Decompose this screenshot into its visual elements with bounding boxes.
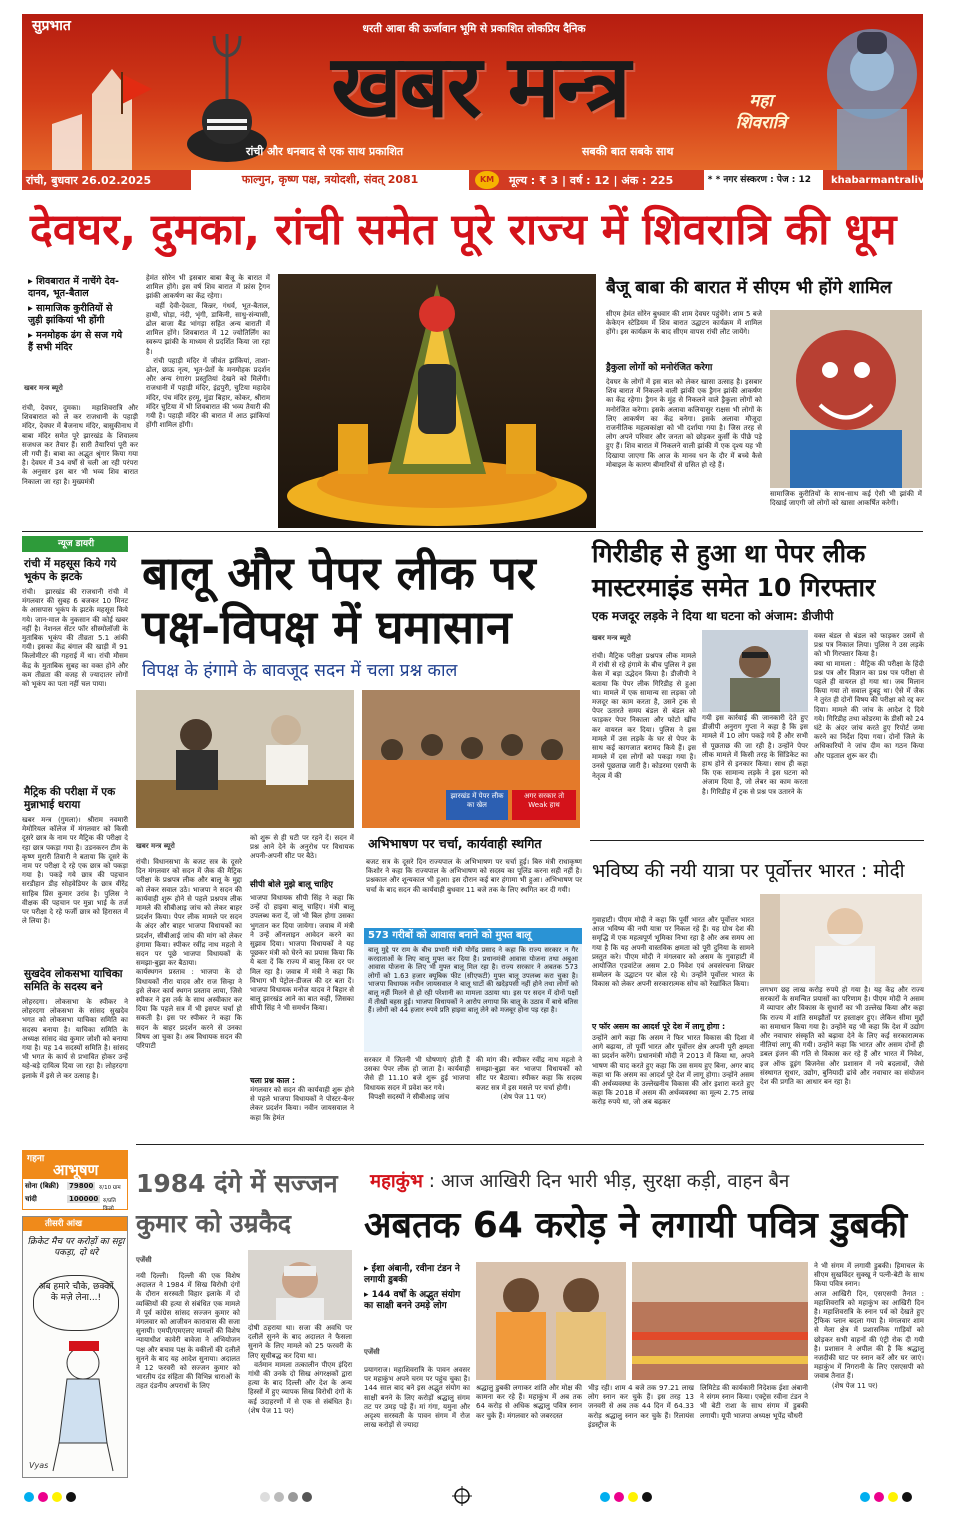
lead-bullet: ▸ शिवबारात में नाचेंगे देव-दानव, भूत-बैताल xyxy=(28,276,119,299)
modi-photo xyxy=(760,894,922,984)
giridih-headline-1: गिरीडीह से हुआ था पेपर लीक xyxy=(592,539,866,568)
masthead xyxy=(22,14,923,170)
protest-banner-2: अगर सरकार तो Weak हाथ xyxy=(512,790,576,820)
dgp-photo xyxy=(702,630,808,712)
lead-text-col1: रांची, देवघर, दुमका। महाशिवरात्रि और शिवबारात को ले कर राजधानी के पहाड़ी मंदिर, देवघर में बैजनाथ मंदिर, बासुकीनाथ में बाबा मंदिर समेत पूरे झारखंड के शिवालय सजधज कर तैयार हैं। सारी तैयारियां पूरी कर ली गयी हैं। बाबा का अद्भुत श्रृंगार किया गया है। देवघर में 34 वर्षों से चली आ रही परंपरा के अनुसार इस बार भी भव्य शिव बारात निकाला जा रहा है। मुख्यमंत्री xyxy=(22,404,141,486)
sajjan-text-col2: दोषी ठहराया था। सजा की अवधि पर दलीलें सुनने के बाद अदालत ने फैसला सुनाने के लिए मामले को 25 फरवरी के लिए सूचीबद्ध कर दिया था। वर्तमान मामला तत्कालीन पीएम इंदिरा गांधी की उनके दो सिख अंगरक्षकों द्वारा हत्या के बाद दिल्ली और देश के अन्य हिस्सों में हुए व्यापक सिख विरोधी दंगों के कई उदाहरणों में से एक से संबंधित है। (शेष पेज 11 पर) xyxy=(248,1324,353,1415)
sajjan-headline-1: 1984 दंगे में सज्जन xyxy=(136,1169,338,1198)
gahna-title-1: गहना xyxy=(27,1154,45,1164)
cartoon-box xyxy=(22,1216,128,1478)
registration-dot xyxy=(52,1492,62,1502)
balu-subhead-question: चला प्रश्न काल : xyxy=(250,1076,295,1085)
sajjan-photo xyxy=(248,1250,352,1320)
place-date: रांची, बुधवार 26.02.2025 xyxy=(26,173,152,187)
panchang: फाल्गुन, कृष्ण पक्ष, त्रयोदशी, संवत् 2081 xyxy=(191,170,469,190)
awas-text: बालू मुद्दे पर राम के बीच प्रभारी मंत्री योगेंद्र प्रसाद ने कहा कि राज्य सरकार न गैर करदाताओं के लिए बालू मुफ्त कर दिया है। प्रधानमंत्री आवास योजना तथा अबुआ आवास योजना के लिए भी मुफ्त बालू मिल रहा है। राज्य सरकार ने अबतक 573 लोगों को 1.63 हजार क्यूबिक फीट (सीएफटी) मुफ्त बालू उपलब्ध करा चुका है। भाजपा विधायक नवीन जायसवाल ने बालू घाटों की खदेड़पसी नहीं होने तथा लोगों को बालू नहीं मिलने से हो रही परेशानी का मामला उठाया था। इस पर सदन में दोनों पक्षों में तीखी बहस हुई। भाजपा विधायकों ने आरोप लगाया कि बालू के उठाव में बाधे बतिस हैं। लोगों को 44 हजार रुपये प्रति हाइवा बालू लेने को मजबूर होना पड़ रहा है। xyxy=(368,946,581,1015)
edition-info: * * नगर संस्करण : पेज : 12 xyxy=(704,170,823,190)
gahna-title-2: आभूषण xyxy=(53,1161,99,1179)
news-diary-tag: न्यूज डायरी xyxy=(22,536,128,552)
registration-marks-mid-right xyxy=(600,1492,652,1502)
diary-headline-2: मैट्रिक की परीक्षा में एक मुन्नाभाई धराया xyxy=(24,786,116,811)
abhibhashan-text: बजट सत्र के दूसरे दिन राज्यपाल के अभिभाषण पर चर्चा हुई। बिरु मंत्री राधाकृष्ण किशोर ने कहा कि राज्यपाल के अभिभाषण को सदस्य का पूलिंड करना सही नहीं है। प्रश्नकाल और शून्यकाल भी हुआ। इस दौरान कई बार हंगामा भी हुआ। अभिभाषण पर चर्चा के बाद सदन की कार्यवाही बुधवार 11 बजे तक के लिए स्थगित कर दी गयी। xyxy=(366,858,585,894)
sajjan-byline: एजेंसी xyxy=(136,1256,152,1264)
festival-badge: महा शिवरात्रि xyxy=(735,91,787,133)
protest-photo xyxy=(362,690,580,828)
kumbh-text-col2: श्रद्धालु डुबकी लगाकर शांति और मोक्ष की कामना कर रहे हैं। महाकुंभ में अब तक 64 करोड़ से अधिक श्रद्धालु पवित्र स्नान कर चुके हैं। मंगलवार को जबरदस्त xyxy=(476,1384,585,1420)
kumbh-celebrity-photo xyxy=(476,1262,626,1380)
silver-price: 100000 xyxy=(69,1195,99,1203)
kumbh-text-col3: भीड़ रही। शाम 4 बजे तक 97.21 लाख लोग स्नान कर चुके हैं। इस तरह 13 जनवरी से अब तक 44 दिन में 64.33 करोड़ श्रद्धालु स्नान कर चुके हैं। रिलायंस इंडस्ट्रीज के xyxy=(588,1384,697,1429)
registration-dot xyxy=(66,1492,76,1502)
lead-bullet: ▸ सामाजिक कुरीतियों से जुड़ी झांकियां भी होंगी xyxy=(28,303,113,326)
lead-bullets xyxy=(28,276,128,354)
balu-text-col2c: मंगलवार को सदन की कार्यवाही शुरू होने से पहले भाजपा विधायकों ने पोस्टर-बैनर लेकर प्रदर्शन किया। नवीन जायसवाल ने कहा कि हेमंत xyxy=(250,1086,357,1122)
balu-text-col2b: भाजपा विधायक सीपी सिंह ने कहा कि उन्हें दो हाइवा बालू चाहिए। मंत्री बालू उपलब्ध करा दें, जो भी बिल होगा उसका भुगतान कर दिया जायेगा। जवाब में मंत्री ने उन्हें ऑनलाइन आवेदन करने का सुझाव दिया। भाजपा विधायकों ने यह पूछकर मंत्री को घेरने का प्रयास किया कि ये बता दें कि राज्य में बालू किस दर पर मिल रहा है। जवाब में मंत्री ने कहा कि विभाग भी पेट्रोल-डीजल की दर बता दें। भाजपा विधायक मनोज यादव ने बिहार से बालू झारखंड आने का बात कही, जिसका सीपी सिंह ने भी समर्थन किया। xyxy=(250,894,354,1013)
baiju-headline: बैजू बाबा की बारात में सीएम भी होंगे शामिल xyxy=(606,278,892,298)
diary-text-3: लोहरदगा। लोकसभा के स्पीकर ने लोहरदगा लोकसभा के सांसद सुखदेव भगत को लोकसभा याचिका समिति का सदस्य बनाया है। याचिका समिति के अध्यक्ष सांसद वंद्य कुमार जोशी को बनाया गया है। यह 14 सदस्यों समिति है। सांसद भी भगत के कार्य से प्रभावित होकर उन्हें यहे-बड़े दायित्व दिया जा रहा है। लोहरदगा इलाके में इसे ले कर उत्साह है। xyxy=(22,998,131,1080)
kumbh-bullet: ▸ ईशा अंबानी, रवीना टंडन ने लगायी डुबकी xyxy=(364,1264,460,1285)
cartoon-signature: Vyas xyxy=(29,1461,49,1470)
balu-headline-1: बालू और पेपर लीक पर xyxy=(142,546,536,600)
modi-headline: भविष्य की नयी यात्रा पर पूर्वोत्तर भारत : मोदी xyxy=(592,860,905,882)
awas-text-col2: की मांग की। स्पीकर रवींद्र नाथ महतो ने समझा-बुझा कर भाजपा विधायकों को सीट पर बैठाया। स्पीकर कहा कि सदस्य बजट सत्र में इस मसले पर चर्चा होगी। (शेष पेज 11 पर) xyxy=(476,1056,582,1101)
sajjan-text-col1: नयी दिल्ली। दिल्ली की एक विशेष अदालत ने 1984 में सिख विरोधी दंगों के दौरान सरस्वती विहार इलाके में दो व्यक्तियों की हत्या से संबंधित एक मामले में पूर्व कांग्रेस सांसद सज्जन कुमार को मंगलवार को आजीवन कारावास की सजा सुनायी। एमपी/एमएलए मामलों की विशेष न्यायाधीश कावेरी बावेजा ने अभियोजन पक्ष और बचाव पक्ष के वकीलों की दलीलें सुनने के बाद यह आदेश सुनाया। अदालत ने 12 फरवरी को सज्जन कुमार को भारतीय दंड संहिता की विभिन्न धाराओं के तहत दंडनीय अपराधों के लिए xyxy=(136,1272,243,1391)
kumbh-byline: एजेंसी xyxy=(364,1348,380,1356)
gold-unit: रु/10 ग्राम xyxy=(99,1185,121,1191)
kumbh-text-col5: ने भी संगम में लगायी डुबकी। हिमाचल के सीएम सुखविंदर सुक्खू ने पत्नी-बेटी के साथ किया पवित्र स्नान। आज आखिरी दिन, एसएसपी तैनात : महाशिवरात्रि को महाकुंभ का आखिरी दिन है। महाशिवरात्रि के स्नान पर्व को देखते हुए ट्रैफिक प्लान बदला गया है। मंगलवार शाम से मेला क्षेत्र में प्रशासनिक गाड़ियों को छोड़कर सभी वाहनों की एंट्री रोक दी गयी है। प्रशासन ने अपील की है कि श्रद्धालु नजदीकी घाट पर स्नान करें और घर जाएं। महाकुंभ में निगरानी के लिए एसएसपी को जवाब तैनात हैं। (शेष पेज 11 पर) xyxy=(814,1262,924,1390)
registration-dot xyxy=(24,1492,34,1502)
diary-headline-3: सुखदेव लोकसभा याचिका समिति के सदस्य बने xyxy=(24,968,123,993)
edition-tag: सुप्रभात xyxy=(32,18,71,34)
balu-headline-2: पक्ष-विपक्ष में घमासान xyxy=(142,600,512,654)
baiju-caption: सामाजिक कुरीतियों के साथ-साथ कई ऐसी भी झांकी में दिखाई जाएगी जो लोगों को खासा आकर्षित करेगी। xyxy=(770,490,925,508)
baiju-subhead: ड्रैकुला लोगों को मनोरंजित करेगा xyxy=(606,363,713,373)
registration-marks-right xyxy=(860,1492,912,1502)
registration-dot xyxy=(38,1492,48,1502)
awas-headline: 573 गरीबों को आवास बनाने को मुफ्त बालू xyxy=(368,930,532,941)
gold-price: 79800 xyxy=(69,1182,94,1190)
kumbh-text-col4: लिमिटेड की कार्यकारी निदेशक ईशा अंबानी ने संगम स्नान किया। एक्ट्रेस रवीना टंडन ने भी बेटी राशा के साथ संगम में डुबकी लगायी। यूपी भाजपा अध्यक्ष भूपेंद्र चौधरी xyxy=(700,1384,811,1420)
kumbh-text-col1: प्रयागराज। महाशिवरात्रि के पावन अवसर पर महाकुंभ अपने चरम पर पहुंच चुका है। 144 साल बाद बने इस अद्भुत संयोग का साक्षी बनने के लिए करोड़ों श्रद्धालु संगम तट पर उमड़ पड़े हैं। मां गंगा, यमुना और अदृश्य सरस्वती के पावन संगम में रोज लाख करोड़ों से ज्यादा xyxy=(364,1366,473,1430)
crosshair-icon xyxy=(452,1486,472,1506)
baiju-text1: सीएम हेमंत सोरेन बुधवार की शाम देवघर पहुंचेंगे। शाम 5 बजे केकेएन स्टेडियम में शिव बारात उद्घाटन कार्यक्रम में शामिल होंगे। इस कार्यक्रम के बाद सीएम वापस रांची लौट जायेंगे। xyxy=(606,310,765,337)
balu-text-col1: रांची। विधानसभा के बजट सत्र के दूसरे दिन मंगलवार को सदन में जैक की मैट्रिक परीक्षा के प्रश्नपत्र लीक और बालू के मुद्दा को लेकर सवाल उठे। भाजपा ने सदन की कार्यवाही शुरू होने से पहले प्रश्नपत्र लीक मामले की सीबीआइ जांच को लेकर बाहर प्रदर्शन किया। पेपर लीक मामले पर सदन के अंदर और बाहर भाजपा विधायकों का प्रदर्शन, सीबीआई जांच की मांग को लेकर हंगामा किया। स्पीकर रवींद्र नाथ महतो ने सदन पर पूछे भाजपा विधायकों के समझा-बुझा कर बैठाया। कार्यस्थगन प्रस्ताव : भाजपा के दो विधायकों नीरा यादव और राज सिन्हा ने इसे लेकर कार्य स्थगन प्रस्ताव लाया, जिसे स्पीकर ने इस तर्क के साथ अस्वीकार कर दिया कि पहले सत्र में भी इसपर चर्चा हो सकती है। इस पर स्पीकर ने कहा कि सदन के बाहर प्रदर्शन करने से उनका विषय आ चुका है। अब विधायक सदन की परिपाटी xyxy=(136,858,242,1051)
kumbh-headline: अबतक 64 करोड़ ने लगायी पवित्र डुबकी xyxy=(364,1205,908,1246)
cartoon-tag: तीसरी आंख xyxy=(23,1217,127,1231)
cartoon-bubble: अब हमारे चौके, छक्कों के मज़े लेना...! xyxy=(33,1275,119,1331)
kumbh-kicker-line xyxy=(370,1170,926,1194)
awas-text-col1: सरकार में जितनी भी घोषणाएं होती हैं उसका पेपर लीक हो जाता है। कार्यवाही जैसे ही 11.10 बजे शुरू हुई भाजपा विधायक सदन में प्रवेश कर गये। विपक्षी सदस्यों ने सीबीआइ जांच xyxy=(364,1056,470,1101)
assembly-photo xyxy=(136,690,354,828)
kumbh-kicker: महाकुंभ xyxy=(370,1171,423,1192)
modi-subhead: ए फॉर असम का आदर्श पूरे देश में लागू होगा : xyxy=(592,1022,726,1031)
kumbh-bullets xyxy=(364,1264,470,1312)
kumbh-bullet: ▸ 144 वर्षों के अद्भुत संयोग का साक्षी बनने उमड़े लोग xyxy=(364,1290,461,1311)
lead-text-col2: हेमंत सोरेन भी इसबार बाबा बैजू के बारात में शामिल होंगे। इस वर्ष शिव बारात में फ्रांस ट्रैगन झांकी आकर्षण का केंद्र रहेगा। वहीं देवी-देवता, किन्नर, गंधर्व, भूत-बैताल, हाथी, घोड़ा, नंदी, भृंगी, डाकिनी, साधु-संन्यासी, ढोल बाजा बैंड भांगड़ा सहित अन्य बाराती में शामिल होंगे। शिवबारात में 12 ज्योतिर्लिंग का स्वरूप झांकी के माध्यम से प्रदर्शित किया जा रहा है। रांची पहाड़ी मंदिर में जीवंत झांकियां, ताशा-ढोल, छाऊ नृत्य, भूत-प्रेतों के मनमोहक प्रदर्शन और अन्य रंगारंग प्रस्तुतियां देखने को मिलेंगी। राजधानी में पहाड़ी मंदिर, इंद्रपुरी, चुटिया महादेव मंदिर, पंच मंदिर हरमू, मुंडा बिहार, कोकर, श्रीराम मंदिर चुटिया में भी शिवबारात की भव्य तैयारी की गयी है। पहाड़ी मंदिर की बारात में आठ झांकियां होंगी शामिल होंगी। xyxy=(146,274,271,430)
registration-marks-left xyxy=(24,1492,76,1502)
lead-byline: खबर मन्त्र ब्यूरो xyxy=(24,384,63,392)
abhibhashan-headline: अभिभाषण पर चर्चा, कार्यवाही स्थगित xyxy=(368,836,542,851)
lead-bullet: ▸ मनमोहक ढंग से सज गये हैं सभी मंदिर xyxy=(28,330,123,353)
sajjan-headline-2: कुमार को उम्रकैद xyxy=(136,1209,292,1238)
cartoon-top-text: क्रिकेट मैच पर करोड़ों का सट्टा पकड़ा, दो धरे xyxy=(27,1237,125,1258)
giridih-deck: एक मजदूर लड़के ने दिया था घटना को अंजाम: डीजीपी xyxy=(592,609,834,623)
diary-headline-1: रांची में महसूस किये गये भूकंप के झटके xyxy=(24,558,117,583)
balu-text-col2: को शुरू से ही घटी पर रहने दें। सदन में प्रश्न आने देने के अनुरोध पर विधायक अपनी-अपनी सीट पर बैठे। xyxy=(250,834,354,861)
tagline-top: धरती आबा की ऊर्जावान भूमि से प्रकाशित लोकप्रिय दैनिक xyxy=(362,23,586,35)
kumbh-kicker-rest: : आज आखिरी दिन भारी भीड़, सुरक्षा कड़ी, वाहन बैन xyxy=(428,1171,790,1192)
diary-text-1: रांची। झारखंड की राजधानी रांची में मंगलवार की सुबह 6 बजकर 10 मिनट के आसपास भूकंप के झटके महसूस किये गये। जान-माल के नुकसान की कोई खबर नहीं है। नेशनल सेंटर फॉर सीस्मोलॉजी के मुताबिक भूकंप की तीव्रता 5.1 आंकी गयी। इसका केंद्र बंगाल की खाड़ी में 91 किलोमीटर की गहराई में था। रांची मौसम केंद्र के मुताबिक सुबह का वक्त होने और कम तीव्रता की वजह से ज्यादातर लोगों को भूकंप का पता नहीं चल पाया। xyxy=(22,588,131,689)
gahna-box xyxy=(22,1150,128,1210)
gold-label: सोना (बिक्री) xyxy=(25,1182,60,1190)
balu-byline: खबर मन्त्र ब्यूरो xyxy=(136,842,175,850)
balu-deck: विपक्ष के हंगामे के बावजूद सदन में चला प्रश्न काल xyxy=(142,661,458,681)
giridih-text-col1: रांची। मैट्रिक परीक्षा प्रश्नपत्र लीक मामले में रांची से रहे हंगामे के बीच पुलिस ने इस केस में बड़ा उद्भेदन किया है। डीजीपी ने बताया कि पेपर लीक गिरिडीह से हुआ था। मामले में एक सामान्य सा लड़का जो मजदूर का काम करता है, उसने ट्रक से पेपर उतारते समय बंडल से बंडल को फाड़कर पेपर निकाला और फोटो खींच कर वायरल कर दिया। पुलिस ने इस मामले में उस लड़के के घर से पेपर के साथ कई कागजात बरामद किये हैं। इस मामले में दस लोगों को पकड़ा गया है। उनसे पूछताछ जारी है। कोडरमा एसपी के नेतृत्व में की xyxy=(592,652,699,780)
flag-icon xyxy=(122,74,152,104)
protest-banner-1: झारखंड में पेपर लीक का खेल xyxy=(446,790,508,820)
shivling-photo xyxy=(278,274,596,528)
price-issue: मूल्य : ₹ 3 | वर्ष : 12 | अंक : 225 xyxy=(508,173,674,187)
modi-text-col1: गुवाहाटी। पीएम मोदी ने कहा कि पूर्वी भारत और पूर्वोत्तर भारत आज भविष्य की नयी यात्रा पर निकल रहे हैं। यह ग्रोथ देश की समृद्धि में एक महत्वपूर्ण भूमिका निभा रहा है और अब समय आ गया है कि यह अपनी वास्तविक क्षमता को पूरी दुनिया के सामने प्रस्तुत करे। पीएम मोदी ने मंगलवार को असम के गुवाहाटी में आयोजित एडवांटेज असम 2.0 निवेश एवं अवसंरचना शिखर सम्मेलन के उद्घाटन पर बोल रहे थे। उन्होंने पूर्वोत्तर भारत के विकास को लेकर अपनी सरकारात्मक सोच को रेखांकित किया। xyxy=(592,916,754,989)
cartoon-drawing xyxy=(23,1333,127,1473)
slogan: सबकी बात सबके साथ xyxy=(582,145,674,158)
giridih-byline: खबर मन्त्र ब्यूरो xyxy=(592,634,631,642)
awas-box xyxy=(364,928,582,1052)
balu-subhead-sand: सीपी बोले मुझे बालू चाहिए xyxy=(250,880,333,890)
registration-marks-mid-left xyxy=(260,1492,312,1502)
silver-unit: रु/प्रति किलो xyxy=(103,1198,116,1212)
km-logo-icon: KM xyxy=(475,171,499,189)
giridih-headline-2: मास्टरमाइंड समेत 10 गिरफ्तार xyxy=(592,573,876,602)
lead-headline: देवघर, दुमका, रांची समेत पूरे राज्य में शिवरात्रि की धूम xyxy=(30,205,897,255)
website[interactable]: khabarmantralive.com xyxy=(831,174,958,186)
silver-label: चांदी xyxy=(25,1195,37,1203)
dragon-tableau-photo xyxy=(770,310,922,488)
baiju-text2: देवघर के लोगों में इस बात को लेकर खासा उत्साह है। इसबार शिव बारात में निकलने वाली झांकी एक ड्रैगन झांकी आकर्षण का केंद्र रहेगा। ड्रैगन के मुंह से निकलने वाले ड्रैकुला लोगों को मनोरंजित करेगा। इसके अलावा कलियासुर राक्षस भी लोगों के लिए आकर्षण का केंद्र बनेगा। इसके अलावा मौजूदा राजनीतिक महत्वकांक्षा को भी दर्शाया गया है। जिस तरह से लोग अपने परिवार और जनता को छोड़कर कुर्सी के पीछे पड़े हुए हैं। शिव बारात में निकलने वाली झांकी में एक दृश्य यह भी दिखाया जाएगा कि आज के मानव धन के दौर में बच्चे कैसे मोबाइल के कारण बीमारियों से ग्रसित हो रहे हैं। xyxy=(606,378,765,469)
tagline-bottom: रांची और धनबाद से एक साथ प्रकाशित xyxy=(246,145,404,158)
modi-text-col2: लगभग छह लाख करोड़ रुपये हो गया है। यह केंद्र और राज्य सरकारों के समन्वित प्रयासों का परिणाम है। पीएम मोदी ने असम में व्यापार और विकास के सुधारों का भी उल्लेख किया और कहा कि राज्य में शांति समझौतों पर हस्ताक्षर हुए। लेकिन सीमा मुद्दों का समाधान किया गया है। उन्होंने यह भी कहा कि देश में उद्योग और नवाचार संस्कृति को बढ़ावा देने के लिए कई सरकारात्मक नीतियां लागू की गयी। उन्होंने कहा कि भारत और असम दोनों ही डबल इंजन की गति से विकास कर रहे हैं और भारत में निवेश, इज ऑफ डूइंग बिजनेस और प्रशासन में नये बदलावों, जैसे संस्थागत सुधार, उद्योग, बुनियादी ढांचे और नवाचार का संयोजन देश की प्रगति का आधार बन रहा है। xyxy=(760,986,927,1087)
newspaper-title: खबर मन्त्र xyxy=(331,37,629,137)
kumbh-crowd-photo xyxy=(632,1262,808,1380)
dateline-bar xyxy=(22,170,958,190)
giridih-text-col2: गयी इस कार्रवाई की जानकारी देते हुए डीजीपी अनुराग गुप्ता ने कहा है कि इस मामले में 10 लोग पकड़े गये हैं और सभी से पूछताछ की जा रही है। उन्होंने पेपर लीक मामले में किसी तरह के सिंडिकेट का हाथ होने से इनकार किया। साथ ही कहा कि एक सामान्य लड़के ने इस घटना को अंजाम दिया है, जो लेबर का काम करता है। गिरिडीह में ट्रक से प्रश्न पत्र उतारने के xyxy=(702,714,811,796)
diary-text-2: खबर मन्त्र (गुमला)। श्रीराम नवमारी मेमोरियल कॉलेज में मंगलवार को किसी दूसरे छात्र के नाम पर मैट्रिक की परीक्षा दे रहा छात्र पकड़ा गया है। उडनकरन टीम के कृष्ण मुरारी तिवारी ने बताया कि दूसरे के नाम पर परीक्षा दे रहे एक छात्र को पकड़ा गया है। पकड़े गये छात्र की पहचान सरडीहान डीह सोहवेडियर के छात्र वीरेंद्र साहिब प्रिंस कुमार उरांव है। पुलिस ने वीक्षक की पहचान पर मुन्ना भाई के तर्ज पर परीक्षा दे रहे फर्जी छात्र को हिरासत में ले लिया है। xyxy=(22,816,131,926)
modi-text-col1b: उन्होंने आगे कहा कि असम ने फिर भारत विकास की दिशा में आगे बढ़ाया, तो पूर्वी भारत और पूर्वोत्तर क्षेत्र अपनी पूरी क्षमता का प्रदर्शन करेंगे। प्रधानमंत्री मोदी ने 2013 में किया था, अपने भाषण की याद करते हुए कहा कि उस समय हुए बिना, अगर बाद कहा था कि असम का आदर्श पूरे देश में लागू होगा। उन्होंने असम की अर्थव्यवस्था के उल्लेखनीय विकास की ओर इशारा करते हुए कहा कि 2018 में असम की अर्थव्यवस्था का मूल्य 2.75 लाख करोड़ रुपये था, जो अब बढ़कर xyxy=(592,1034,757,1107)
giridih-text-col3: वक्त बंडल से बंडल को फाड़कर उसमें से प्रश्न पत्र निकाल लिया। पुलिस ने उस लड़के को भी गिरफ्तार किया है। क्या था मामला : मैट्रिक की परीक्षा के हिंदी प्रश्न पत्र और विज्ञान का प्रश्न पत्र परीक्षा से पहले ही वायरल हो गया था। जब मिलान किया गया तो सवाल हूबहू था। ऐसे में जैक ने तुरंत ही दोनों विषय की परीक्षा को रद्द कर दिया। मामले की जांच के आदेश दे दिये गये। गिरिडीह तथा कोडरमा के डीसी को 24 घंटे के अंदर जांच करते हुए रिपोर्ट जमा करने का निर्देश दिया गया। दोनों जिले के अधिकारियों ने जांच दीम का गठन किया और पड़ताल शुरू कर दी। xyxy=(814,632,924,760)
